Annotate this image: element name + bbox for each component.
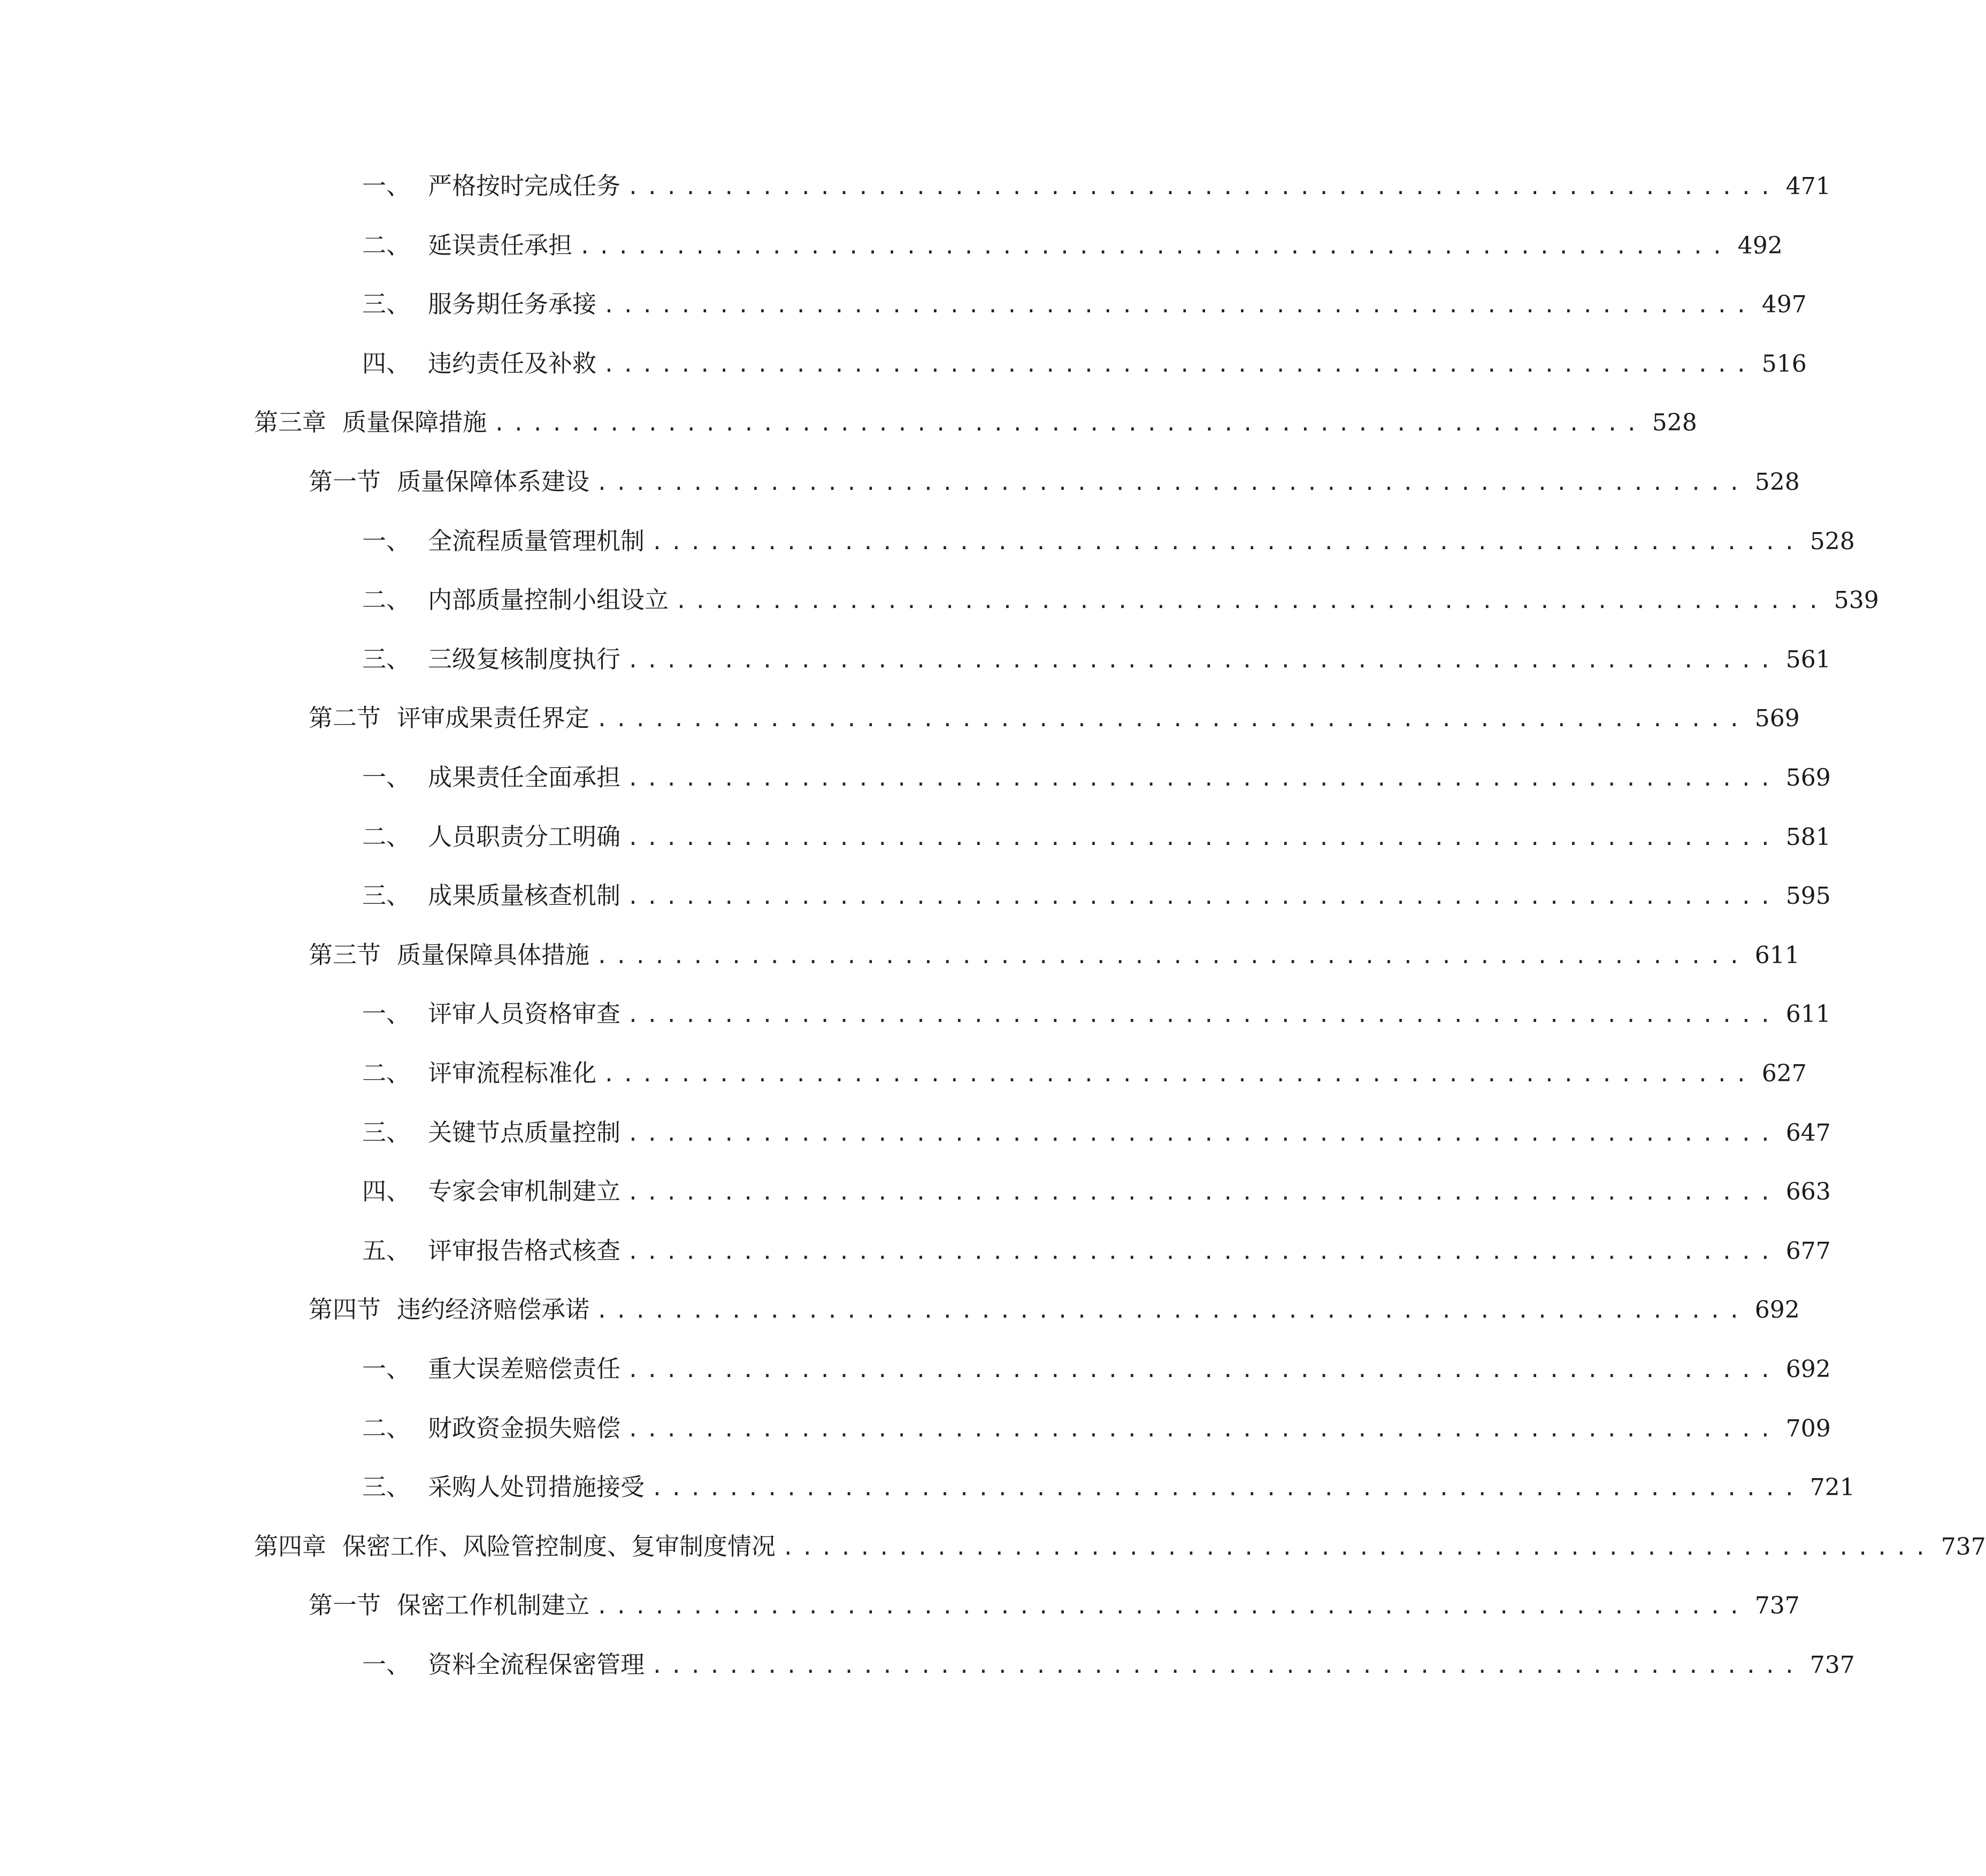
dot-leader: ............................................................ <box>493 412 1645 435</box>
toc-entry-page-number: 721 <box>1809 1474 1855 1501</box>
toc-entry-title: 违约经济赔偿承诺 <box>397 1295 590 1324</box>
toc-entry-number: 二、 <box>362 822 411 851</box>
toc-entry-item[interactable] <box>362 816 1831 858</box>
dot-leader: ............................................................ <box>651 1477 1803 1500</box>
toc-entry-page-number: 677 <box>1785 1237 1831 1265</box>
dot-leader: ............................................................ <box>627 649 1778 672</box>
toc-entry-title: 评审人员资格审查 <box>428 999 621 1028</box>
toc-entry-page-number: 737 <box>1754 1592 1800 1619</box>
toc-entry-page-number: 561 <box>1785 646 1831 673</box>
toc-entry-title: 评审成果责任界定 <box>397 704 590 732</box>
dot-leader: ............................................................ <box>627 767 1778 790</box>
toc-entry-page-number: 516 <box>1761 350 1807 378</box>
toc-entry-page-number: 647 <box>1785 1119 1831 1147</box>
toc-entry-item[interactable] <box>362 224 1783 267</box>
toc-entry-page-number: 497 <box>1761 291 1807 318</box>
toc-entry-title: 评审流程标准化 <box>428 1059 597 1087</box>
toc-entry-item[interactable] <box>362 1052 1807 1095</box>
dot-leader: ............................................................ <box>675 589 1827 613</box>
toc-entry-item[interactable] <box>362 520 1855 563</box>
toc-entry-title: 质量保障体系建设 <box>397 467 590 496</box>
toc-entry-title: 保密工作机制建立 <box>397 1591 590 1619</box>
toc-entry-title: 服务期任务承接 <box>428 290 597 318</box>
dot-leader: ............................................................ <box>596 708 1747 731</box>
toc-entry-page-number: 528 <box>1809 528 1855 555</box>
toc-entry-number: 三、 <box>362 1118 411 1147</box>
toc-entry-number: 四、 <box>362 349 411 378</box>
toc-entry-number: 一、 <box>362 763 411 791</box>
toc-entry-item[interactable] <box>362 165 1831 207</box>
toc-entry-number: 三、 <box>362 645 411 673</box>
toc-entry-page-number: 492 <box>1737 232 1783 259</box>
toc-entry-item[interactable] <box>362 1111 1831 1154</box>
toc-entry-item[interactable] <box>362 1348 1831 1390</box>
toc-entry-title: 成果质量核查机制 <box>428 881 621 910</box>
dot-leader: ............................................................ <box>596 471 1747 495</box>
toc-entry-page-number: 709 <box>1785 1415 1831 1442</box>
toc-entry-page-number: 663 <box>1785 1178 1831 1205</box>
toc-entry-number: 四、 <box>362 1177 411 1205</box>
toc-entry-page-number: 692 <box>1785 1356 1831 1383</box>
toc-entry-chapter[interactable] <box>254 1525 1986 1568</box>
toc-entry-title: 资料全流程保密管理 <box>428 1650 645 1679</box>
dot-leader: ............................................................ <box>603 294 1754 317</box>
toc-entry-title: 保密工作、风险管控制度、复审制度情况 <box>342 1532 776 1560</box>
toc-entry-title: 采购人处罚措施接受 <box>428 1473 645 1501</box>
toc-entry-item[interactable] <box>362 638 1831 681</box>
toc-entry-item[interactable] <box>362 874 1831 917</box>
dot-leader: ............................................................ <box>627 1240 1778 1264</box>
toc-entry-title: 关键节点质量控制 <box>428 1118 621 1147</box>
dot-leader: ............................................................ <box>651 530 1803 554</box>
toc-entry-number: 一、 <box>362 1355 411 1383</box>
toc-entry-title: 三级复核制度执行 <box>428 645 621 673</box>
toc-entry-number: 三、 <box>362 881 411 910</box>
toc-entry-chapter[interactable] <box>254 401 1697 444</box>
toc-entry-page-number: 528 <box>1652 409 1697 436</box>
dot-leader: ............................................................ <box>603 1063 1754 1086</box>
toc-entry-title: 质量保障措施 <box>342 408 487 436</box>
dot-leader: ............................................................ <box>627 175 1778 199</box>
toc-entry-item[interactable] <box>362 1643 1855 1686</box>
toc-entry-title: 违约责任及补救 <box>428 349 597 378</box>
toc-entry-title: 质量保障具体措施 <box>397 941 590 969</box>
toc-entry-page-number: 627 <box>1761 1060 1807 1087</box>
toc-entry-page-number: 611 <box>1785 1001 1831 1028</box>
toc-entry-number: 三、 <box>362 290 411 318</box>
dot-leader: ............................................................ <box>627 1122 1778 1145</box>
toc-entry-page-number: 595 <box>1785 882 1831 910</box>
toc-entry-number: 第三节 <box>309 941 381 969</box>
toc-entry-section[interactable] <box>309 1584 1800 1627</box>
toc-entry-item[interactable] <box>362 342 1807 385</box>
dot-leader: ............................................................ <box>579 235 1730 258</box>
toc-entry-number: 三、 <box>362 1473 411 1501</box>
dot-leader: ............................................................ <box>627 885 1778 909</box>
toc-entry-page-number: 569 <box>1785 764 1831 791</box>
toc-entry-title: 重大误差赔偿责任 <box>428 1355 621 1383</box>
dot-leader: ............................................................ <box>596 1299 1747 1323</box>
toc-entry-number: 一、 <box>362 1650 411 1679</box>
toc-entry-item[interactable] <box>362 1229 1831 1272</box>
toc-entry-number: 一、 <box>362 527 411 555</box>
toc-entry-section[interactable] <box>309 1288 1800 1331</box>
toc-entry-title: 人员职责分工明确 <box>428 822 621 851</box>
dot-leader: ............................................................ <box>596 944 1747 968</box>
toc-entry-number: 二、 <box>362 231 411 259</box>
toc-entry-number: 第四章 <box>254 1532 327 1560</box>
toc-entry-number: 二、 <box>362 1059 411 1087</box>
toc-entry-number: 第一节 <box>309 1591 381 1619</box>
toc-entry-section[interactable] <box>309 934 1800 977</box>
toc-entry-page-number: 528 <box>1754 468 1800 496</box>
toc-entry-page-number: 737 <box>1809 1651 1855 1679</box>
toc-entry-page-number: 471 <box>1785 173 1831 200</box>
toc-entry-page-number: 611 <box>1754 942 1800 969</box>
toc-entry-page-number: 581 <box>1785 824 1831 851</box>
dot-leader: ............................................................ <box>627 1418 1778 1441</box>
toc-entry-title: 财政资金损失赔偿 <box>428 1414 621 1442</box>
toc-entry-item[interactable] <box>362 756 1831 799</box>
dot-leader: ............................................................ <box>651 1654 1803 1678</box>
toc-entry-item[interactable] <box>362 1407 1831 1450</box>
toc-entry-number: 第二节 <box>309 704 381 732</box>
toc-entry-title: 专家会审机制建立 <box>428 1177 621 1205</box>
toc-entry-number: 五、 <box>362 1236 411 1265</box>
dot-leader: ............................................................ <box>627 1358 1778 1382</box>
toc-entry-title: 成果责任全面承担 <box>428 763 621 791</box>
toc-entry-number: 一、 <box>362 172 411 200</box>
toc-entry-number: 第一节 <box>309 467 381 496</box>
toc-entry-page-number: 737 <box>1941 1533 1986 1560</box>
dot-leader: ............................................................ <box>627 1003 1778 1027</box>
toc-entry-section[interactable] <box>309 460 1800 503</box>
toc-entry-item[interactable] <box>362 579 1879 621</box>
toc-entry-title: 延误责任承担 <box>428 231 573 259</box>
toc-entry-page-number: 569 <box>1754 705 1800 732</box>
toc-entry-item[interactable] <box>362 1170 1831 1213</box>
dot-leader: ............................................................ <box>627 826 1778 850</box>
toc-entry-title: 全流程质量管理机制 <box>428 527 645 555</box>
toc-entry-section[interactable] <box>309 697 1800 740</box>
toc-entry-number: 一、 <box>362 999 411 1028</box>
toc-entry-number: 第四节 <box>309 1295 381 1324</box>
toc-entry-item[interactable] <box>362 1466 1855 1509</box>
dot-leader: ............................................................ <box>782 1536 1934 1559</box>
toc-entry-item[interactable] <box>362 993 1831 1035</box>
toc-entry-title: 严格按时完成任务 <box>428 172 621 200</box>
toc-entry-title: 内部质量控制小组设立 <box>428 586 669 614</box>
dot-leader: ............................................................ <box>627 1181 1778 1204</box>
toc-entry-title: 评审报告格式核查 <box>428 1236 621 1265</box>
toc-entry-number: 二、 <box>362 1414 411 1442</box>
toc-entry-number: 二、 <box>362 586 411 614</box>
toc-entry-page-number: 539 <box>1834 587 1879 614</box>
dot-leader: ............................................................ <box>596 1595 1747 1618</box>
toc-entry-page-number: 692 <box>1754 1296 1800 1324</box>
toc-entry-item[interactable] <box>362 283 1807 326</box>
dot-leader: ............................................................ <box>603 353 1754 376</box>
toc-entry-number: 第三章 <box>254 408 327 436</box>
